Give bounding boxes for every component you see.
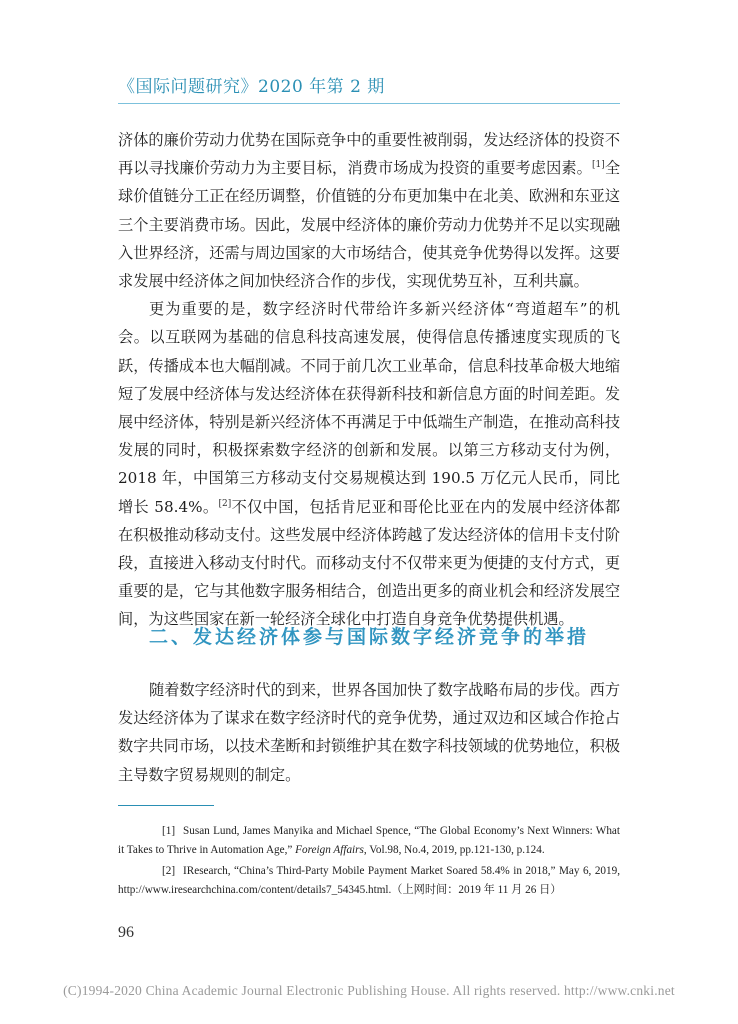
page-number: 96	[118, 924, 134, 941]
footnote-1-text: Susan Lund, James Manyika and Michael Spence, “The Global Economy’s Next Winners: What it Takes to Thrive in Automation Age,”	[118, 825, 620, 856]
footnote-1-mark: [1]	[162, 825, 176, 837]
journal-header: 《国际问题研究》2020 年第 2 期	[118, 77, 385, 97]
section-body	[118, 676, 620, 789]
footnote-1	[118, 822, 620, 860]
footnote-rule	[118, 805, 214, 806]
section-heading: 二、发达经济体参与国际数字经济竞争的举措	[148, 626, 589, 648]
paragraph-1-text: 济体的廉价劳动力优势在国际竞争中的重要性被削弱，发达经济体的投资不再以寻找廉价劳动力为主要目标，消费市场成为投资的重要考虑因素。	[118, 131, 620, 178]
footnote-2-text[interactable]: IResearch, “China’s Third-Party Mobile Payment Market Soared 58.4% in 2018,” May 6, 2019, http://www.iresearchchina.com/content/details7_54345.html.（上网时间：2019 年 11 月 26 日）	[118, 865, 620, 896]
paragraph-2-text: 更为重要的是，数字经济时代带给许多新兴经济体“弯道超车”的机会。以互联网为基础的信息科技高速发展，使得信息传播速度实现质的飞跃，传播成本也大幅削减。不同于前几次工业革命，信息科技革命极大地缩短了发展中经济体与发达经济体在获得新科技和新信息方面的时间差距。发展中经济体，特别是新兴经济体不再满足于中低端生产制造，在推动高科技发展的同时，积极探索数字经济的创新和发展。以第三方移动支付为例，2018 年，中国第三方移动支付交易规模达到 190.5 万亿元人民币，同比增长 58.4%。	[118, 300, 620, 516]
citation-2[interactable]: [2]	[218, 498, 232, 509]
header-rule	[118, 103, 620, 104]
copyright-notice: (C)1994-2020 China Academic Journal Electronic Publishing House. All rights reserved. http://www.cnki.net	[63, 983, 675, 998]
citation-1[interactable]: [1]	[591, 160, 605, 171]
paragraph-1-text-cont: 全球价值链分工正在经历调整，价值链的分布更加集中在北美、欧洲和东亚这三个主要消费市场。因此，发展中经济体的廉价劳动力优势并不足以实现融入世界经济，还需与周边国家的大市场结合，使其竞争优势得以发挥。这要求发展中经济体之间加快经济合作的步伐，实现优势互补，互利共赢。	[118, 159, 621, 291]
footnote-1-journal: Foreign Affairs	[295, 844, 364, 856]
paragraph-1	[118, 126, 620, 295]
paragraph-2-text-cont: 不仅中国，包括肯尼亚和哥伦比亚在内的发展中经济体都在积极推动移动支付。这些发展中经济体跨越了发达经济体的信用卡支付阶段，直接进入移动支付时代。而移动支付不仅带来更为便捷的支付方式，更重要的是，它与其他数字服务相结合，创造出更多的商业机会和经济发展空间，为这些国家在新一轮经济全球化中打造自身竞争优势提供机遇。	[118, 497, 621, 629]
footnote-2	[118, 862, 620, 900]
section-paragraph-1: 随着数字经济时代的到来，世界各国加快了数字战略布局的步伐。西方发达经济体为了谋求在数字经济时代的竞争优势，通过双边和区域合作抢占数字共同市场，以技术垄断和封锁维护其在数字科技领域的优势地位，积极主导数字贸易规则的制定。	[118, 681, 620, 784]
paragraph-2	[118, 295, 620, 633]
footnote-2-mark: [2]	[162, 865, 176, 877]
body-text	[118, 126, 620, 634]
footnotes	[118, 822, 620, 902]
footnote-1-text-cont: , Vol.98, No.4, 2019, pp.121-130, p.124.	[363, 844, 545, 856]
